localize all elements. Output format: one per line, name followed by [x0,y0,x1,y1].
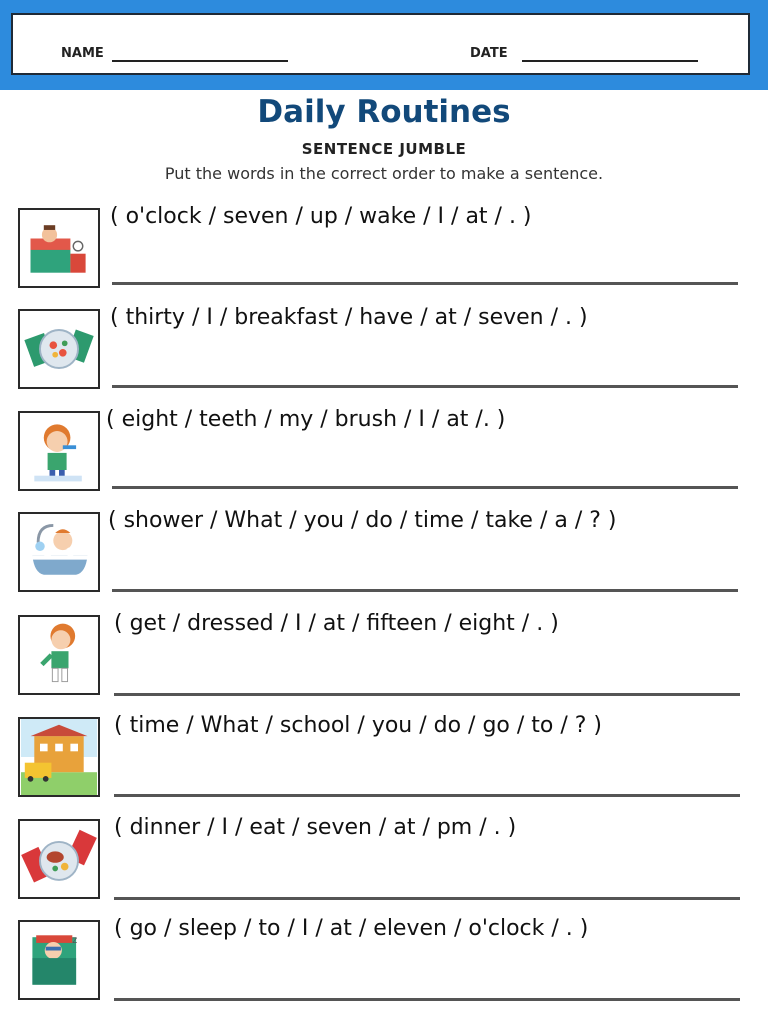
get-dressed-icon [18,615,100,695]
jumble-sentence: ( o'clock / seven / up / wake / I / at / . ) [110,204,532,229]
name-label: NAME [61,46,104,61]
answer-line[interactable] [114,794,740,797]
answer-line[interactable] [112,589,738,592]
jumble-sentence: ( time / What / school / you / do / go / to / ? ) [114,713,603,738]
exercise-row [0,508,768,602]
name-field[interactable] [112,60,288,62]
exercise-row [0,815,768,909]
page-subtitle: SENTENCE JUMBLE [301,140,467,158]
page-title: Daily Routines [257,94,511,130]
exercise-row [0,305,768,399]
dinner-plate-icon [18,819,100,899]
shower-bathtub-icon [18,512,100,592]
svg-text:z: z [72,934,78,946]
answer-line[interactable] [112,282,738,285]
jumble-sentence: ( eight / teeth / my / brush / I / at /. ) [106,407,506,432]
jumble-sentence: ( go / sleep / to / I / at / eleven / o'clock / . ) [114,916,589,941]
answer-line[interactable] [114,998,740,1001]
answer-line[interactable] [112,385,738,388]
answer-line[interactable] [112,486,738,489]
exercise-row [0,407,768,501]
date-field[interactable] [522,60,698,62]
date-label: DATE [470,46,508,61]
wake-up-bed-icon [18,208,100,288]
answer-line[interactable] [114,897,740,900]
sleeping-bed-icon [18,920,100,1000]
name-date-box [11,13,750,75]
jumble-sentence: ( shower / What / you / do / time / take / a / ? ) [108,508,617,533]
exercise-row [0,611,768,705]
instructions: Put the words in the correct order to make a sentence. [164,164,604,183]
exercise-row [0,204,768,298]
jumble-sentence: ( get / dressed / I / at / fifteen / eight / . ) [114,611,559,636]
breakfast-plate-icon [18,309,100,389]
brush-teeth-icon [18,411,100,491]
exercise-row [0,713,768,807]
exercise-row [0,916,768,1010]
answer-line[interactable] [114,693,740,696]
jumble-sentence: ( thirty / I / breakfast / have / at / seven / . ) [110,305,588,330]
school-bus-icon [18,717,100,797]
jumble-sentence: ( dinner / I / eat / seven / at / pm / . ) [114,815,517,840]
